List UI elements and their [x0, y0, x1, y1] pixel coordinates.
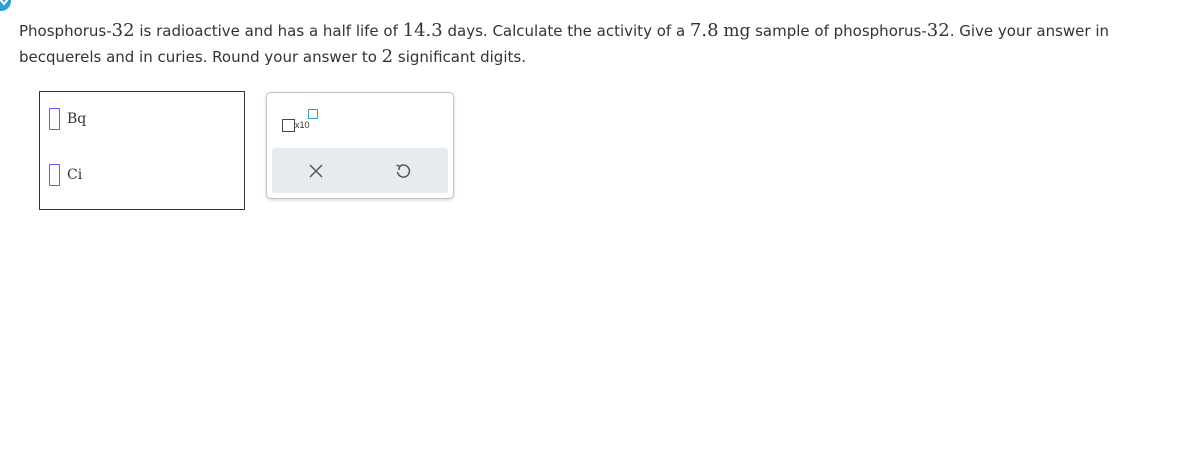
question-text-part: significant digits.: [393, 48, 526, 66]
x-icon: [307, 162, 325, 180]
question-text-part: Phosphorus-: [19, 22, 112, 40]
math-tool-panel: [266, 92, 454, 199]
collapse-indicator-icon[interactable]: [0, 0, 11, 11]
mass-unit: mg: [723, 21, 751, 41]
undo-icon: [394, 162, 412, 180]
question-text: [19, 18, 1194, 70]
isotope-number: 32: [926, 20, 950, 41]
sig-figs-value: 2: [381, 46, 394, 67]
isotope-number: 32: [111, 20, 135, 41]
question-text-part: days. Calculate the activity of a: [442, 22, 690, 40]
scientific-notation-button[interactable]: [281, 107, 321, 133]
undo-button[interactable]: [394, 162, 412, 180]
bq-unit-label: Bq: [67, 111, 87, 127]
ci-answer-input[interactable]: [49, 164, 60, 186]
sci-notation-label: x10: [295, 120, 310, 130]
question-text-part: sample of phosphorus-: [750, 22, 927, 40]
question-text-part: . Give your answer in becquerels and in curies. Round your answer to: [19, 22, 1110, 66]
clear-button[interactable]: [307, 162, 325, 180]
answer-box: [39, 91, 245, 210]
bq-answer-input[interactable]: [49, 108, 60, 130]
half-life-value: 14.3: [402, 20, 443, 41]
exponent-box-icon: [308, 109, 318, 119]
action-button-bar: [272, 148, 448, 193]
ci-unit-label: Ci: [67, 167, 83, 183]
question-text-part: is radioactive and has a half life of: [134, 22, 403, 40]
coefficient-box-icon: [282, 119, 295, 132]
answer-row-bq: [49, 108, 86, 130]
answer-row-ci: [49, 164, 82, 186]
mass-value: 7.8: [689, 20, 719, 41]
